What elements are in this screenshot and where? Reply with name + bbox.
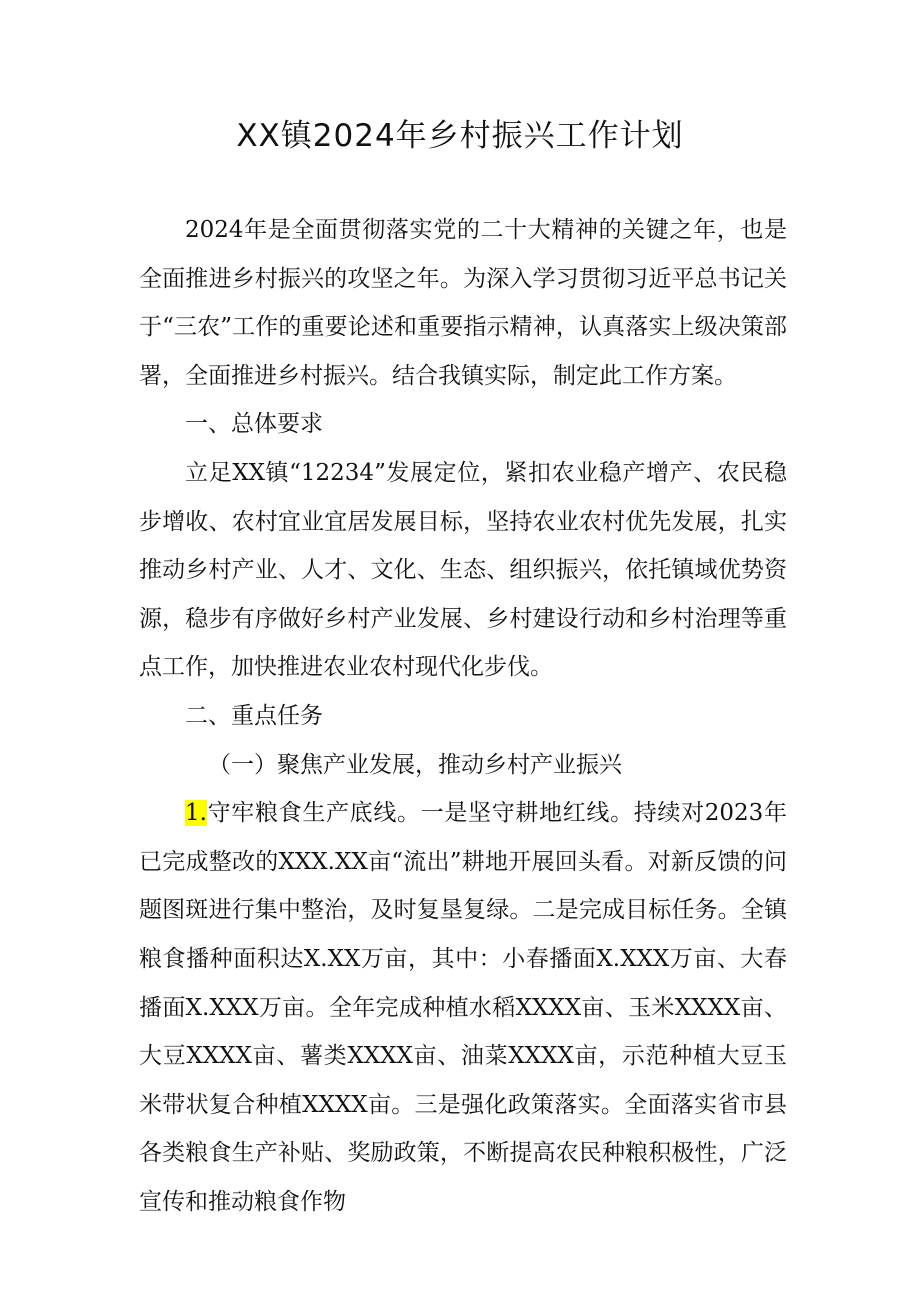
subsection-heading-industry: （一）聚焦产业发展，推动乡村产业振兴 <box>208 751 622 778</box>
highlighted-item-number: 1. <box>185 800 207 827</box>
document-body <box>139 206 787 1226</box>
document-title: XX镇2024年乡村振兴工作计划 <box>236 118 684 154</box>
intro-paragraph: 2024年是全面贯彻落实党的二十大精神的关键之年，也是全面推进乡村振兴的攻坚之年。为深入学习贯彻习近平总书记关于“三农”工作的重要论述和重要指示精神，认真落实上级决策部署，全面推进乡村振兴。结合我镇实际，制定此工作方案。 <box>139 217 787 389</box>
item-paragraph-grain <box>139 789 787 1226</box>
section-heading-key-tasks: 二、重点任务 <box>185 702 323 729</box>
overall-requirements-paragraph: 立足XX镇“12234”发展定位，紧扣农业稳产增产、农民稳步增收、农村宜业宜居发展目标，坚持农业农村优先发展，扎实推动乡村产业、人才、文化、生态、组织振兴，依托镇域优势资源，稳步有序做好乡村产业发展、乡村建设行动和乡村治理等重点工作，加快推进农业农村现代化步伐。 <box>139 459 787 681</box>
section-heading-overall-requirements: 一、总体要求 <box>185 411 323 438</box>
item-text-grain: 守牢粮食生产底线。一是坚守耕地红线。持续对2023年已完成整改的XXX.XX亩“流出”耕地开展回头看。对新反馈的问题图斑进行集中整治，及时复垦复绿。二是完成目标任务。全镇粮食播种面积达X.XX万亩，其中：小春播面X.XXX万亩、大春播面X.XXX万亩。全年完成种植水稻XXXX亩、玉米XXXX亩、大豆XXXX亩、薯类XXXX亩、油菜XXXX亩，示范种植大豆玉米带状复合种植XXXX亩。三是强化政策落实。全面落实省市县各类粮食生产补贴、奖励政策，不断提高农民种粮积极性，广泛宣传和推动粮食作物 <box>139 800 787 1215</box>
